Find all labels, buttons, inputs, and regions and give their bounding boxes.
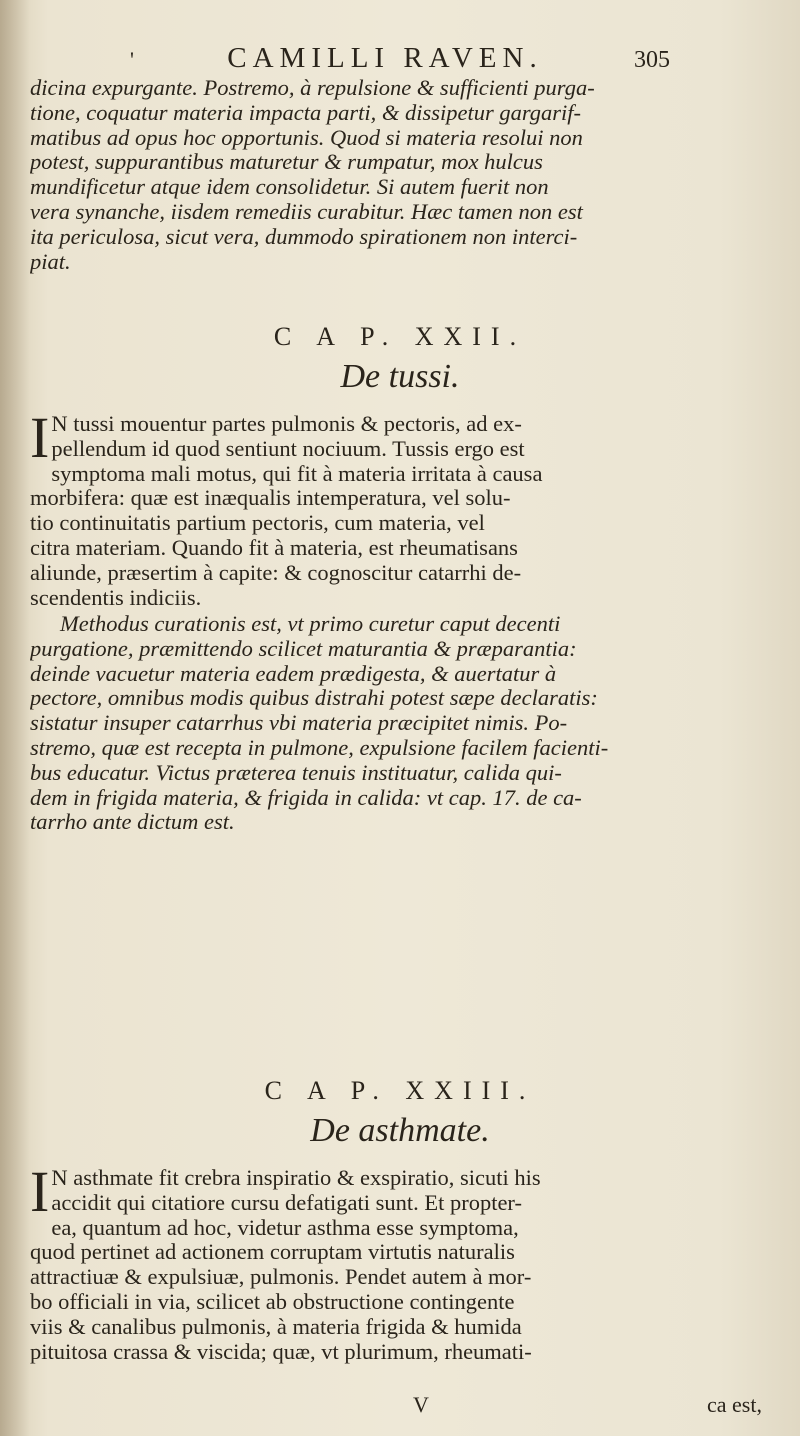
catchword: ca est, bbox=[707, 1392, 762, 1417]
text-line: scendentis indiciis. bbox=[30, 585, 202, 610]
text-line: ita periculosa, sicut vera, dummodo spirationem non interci- bbox=[30, 224, 578, 249]
text-line: piat. bbox=[30, 249, 71, 274]
text-line: sistatur insuper catarrhus vbi materia præcipitet nimis. Po- bbox=[30, 711, 568, 736]
chapter-23-body bbox=[30, 1159, 758, 1364]
text-line: pellendum id quod sentiunt nociuum. Tussis ergo est bbox=[51, 436, 525, 461]
text-line: potest, suppurantibus maturetur & rumpatur, mox hulcus bbox=[30, 150, 543, 175]
text-line: tarrho ante dictum est. bbox=[30, 810, 235, 835]
gutter-shadow bbox=[0, 0, 30, 1436]
text-line: pituitosa crassa & viscida; quæ, vt plurimum, rheumati- bbox=[30, 1339, 532, 1364]
chapter-22-title: De tussi. bbox=[340, 358, 460, 395]
text-line: symptoma mali motus, qui fit à materia irritata à causa bbox=[51, 461, 543, 486]
page-number: 305 bbox=[634, 47, 670, 73]
text-line: vera synanche, iisdem remediis curabitur. Hæc tamen non est bbox=[30, 199, 583, 224]
text-line: mundificetur atque idem consolidetur. Si autem fuerit non bbox=[30, 175, 549, 200]
text-line: dicina expurgante. Postremo, à repulsione & sufficienti purga- bbox=[30, 76, 595, 100]
text-line: quod pertinet ad actionem corruptam virtutis naturalis bbox=[30, 1240, 515, 1265]
text-line: N asthmate fit crebra inspiratio & exspiratio, sicuti his bbox=[51, 1166, 541, 1190]
text-line: tione, coquatur materia impacta parti, & dissipetur gargarif- bbox=[30, 100, 582, 125]
text-line: attractiuæ & expulsiuæ, pulmonis. Pendet autem à mor- bbox=[30, 1265, 532, 1290]
dropcap: I bbox=[30, 1159, 50, 1224]
signature-mark: V bbox=[413, 1392, 429, 1417]
text-line: N tussi mouentur partes pulmonis & pectoris, ad ex- bbox=[51, 412, 522, 436]
running-head bbox=[130, 42, 670, 75]
text-line: accidit qui citatiore cursu defatigati sunt. Et propter- bbox=[51, 1190, 522, 1215]
text-line: deinde vacuetur materia eadem prædigesta, & auertatur à bbox=[30, 661, 557, 686]
text-line: matibus ad opus hoc opportunis. Quod si materia resolui non bbox=[30, 125, 583, 150]
text-line: bo officiali in via, scilicet ab obstructione contingente bbox=[30, 1289, 515, 1314]
text-line: pectore, omnibus modis quibus distrahi potest sæpe declaratis: bbox=[30, 686, 598, 711]
text-line: purgatione, præmittendo scilicet maturantia & præparantia: bbox=[30, 636, 577, 661]
text-line: bus educatur. Victus præterea tenuis instituatur, calida qui- bbox=[30, 760, 562, 785]
text-line: dem in frigida materia, & frigida in calida: vt cap. 17. de ca- bbox=[30, 785, 582, 810]
text-line: stremo, quæ est recepta in pulmone, expulsione facilem facienti- bbox=[30, 735, 609, 760]
text-line: Methodus curationis est, vt primo curetur caput decenti bbox=[60, 612, 561, 636]
running-head-mark: ' bbox=[130, 47, 136, 72]
text-line: tio continuitatis partium pectoris, cum materia, vel bbox=[30, 511, 485, 536]
chapter-22-heading: C A P. XXII. bbox=[273, 322, 527, 351]
text-line: aliunde, præsertim à capite: & cognoscitur catarrhi de- bbox=[30, 560, 522, 585]
text-line: viis & canalibus pulmonis, à materia frigida & humida bbox=[30, 1314, 522, 1339]
chapter-23-title: De asthmate. bbox=[310, 1112, 490, 1149]
chapter-22-method bbox=[30, 612, 758, 835]
running-head-title: CAMILLI RAVEN. bbox=[227, 42, 543, 74]
text-line: ea, quantum ad hoc, videtur asthma esse symptoma, bbox=[51, 1215, 519, 1240]
dropcap: I bbox=[30, 405, 50, 470]
text-line: citra materiam. Quando fit à materia, est rheumatisans bbox=[30, 535, 518, 560]
chapter-22-body bbox=[30, 405, 758, 610]
continuation-paragraph bbox=[30, 76, 758, 274]
chapter-23-heading: C A P. XXIII. bbox=[264, 1076, 536, 1105]
text-line: morbifera: quæ est inæqualis intemperatura, vel solu- bbox=[30, 486, 511, 511]
